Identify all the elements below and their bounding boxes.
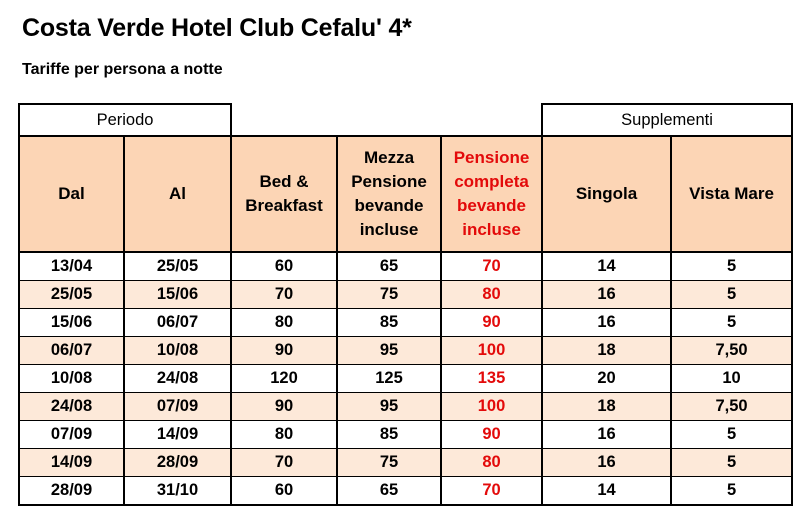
group-header-periodo: Periodo [19, 104, 231, 136]
table-row [19, 252, 792, 281]
table-row [19, 281, 792, 309]
column-header-row [19, 136, 792, 252]
cell-vista-mare: 7,50 [671, 337, 792, 365]
cell-mezza-pensione: 65 [337, 252, 441, 281]
cell-al: 25/05 [124, 252, 231, 281]
table-row [19, 421, 792, 449]
column-header-mp-line3: bevande [354, 196, 424, 215]
cell-al: 10/08 [124, 337, 231, 365]
column-header-bb-line1: Bed & [259, 172, 309, 192]
cell-singola: 16 [542, 281, 671, 309]
page-subtitle: Tariffe per persona a notte [22, 61, 223, 78]
cell-bed-breakfast: 70 [231, 449, 337, 477]
column-header-dal: Dal [19, 136, 124, 252]
cell-pensione-completa: 90 [441, 421, 542, 449]
cell-dal: 25/05 [19, 281, 124, 309]
cell-dal: 15/06 [19, 309, 124, 337]
column-header-pc-line3: bevande [457, 196, 526, 215]
column-header-al: Al [124, 136, 231, 252]
cell-vista-mare: 5 [671, 309, 792, 337]
cell-al: 14/09 [124, 421, 231, 449]
cell-vista-mare: 5 [671, 252, 792, 281]
cell-mezza-pensione: 75 [337, 281, 441, 309]
column-header-pc-line4: incluse [462, 219, 521, 239]
column-header-mp-line1: Mezza [363, 148, 415, 168]
cell-vista-mare: 5 [671, 281, 792, 309]
cell-bed-breakfast: 80 [231, 421, 337, 449]
cell-bed-breakfast: 60 [231, 477, 337, 506]
cell-singola: 20 [542, 365, 671, 393]
cell-bed-breakfast: 120 [231, 365, 337, 393]
cell-dal: 24/08 [19, 393, 124, 421]
column-header-pc-line1: Pensione [453, 148, 530, 168]
cell-al: 24/08 [124, 365, 231, 393]
rates-table-body [19, 252, 792, 505]
cell-dal: 28/09 [19, 477, 124, 506]
cell-mezza-pensione: 125 [337, 365, 441, 393]
cell-mezza-pensione: 75 [337, 449, 441, 477]
cell-vista-mare: 5 [671, 421, 792, 449]
cell-bed-breakfast: 80 [231, 309, 337, 337]
cell-pensione-completa: 100 [441, 337, 542, 365]
cell-bed-breakfast: 70 [231, 281, 337, 309]
cell-dal: 07/09 [19, 421, 124, 449]
cell-al: 31/10 [124, 477, 231, 506]
table-row [19, 393, 792, 421]
group-header-row [19, 104, 792, 136]
group-header-spacer [231, 104, 542, 136]
column-header-vista-mare: Vista Mare [671, 136, 792, 252]
cell-vista-mare: 5 [671, 477, 792, 506]
cell-bed-breakfast: 90 [231, 393, 337, 421]
rates-table [18, 103, 793, 506]
cell-bed-breakfast: 60 [231, 252, 337, 281]
cell-bed-breakfast: 90 [231, 337, 337, 365]
cell-pensione-completa: 135 [441, 365, 542, 393]
cell-mezza-pensione: 95 [337, 393, 441, 421]
cell-dal: 13/04 [19, 252, 124, 281]
column-header-mezza-pensione [337, 136, 441, 252]
table-row [19, 337, 792, 365]
cell-mezza-pensione: 95 [337, 337, 441, 365]
column-header-bed-breakfast [231, 136, 337, 252]
column-header-mp-line2: Pensione [351, 172, 427, 192]
cell-singola: 18 [542, 393, 671, 421]
cell-vista-mare: 10 [671, 365, 792, 393]
column-header-pc-line2: completa [454, 172, 529, 192]
cell-dal: 06/07 [19, 337, 124, 365]
table-row [19, 449, 792, 477]
column-header-pensione-completa [441, 136, 542, 252]
cell-vista-mare: 5 [671, 449, 792, 477]
cell-singola: 14 [542, 252, 671, 281]
cell-mezza-pensione: 85 [337, 309, 441, 337]
cell-singola: 14 [542, 477, 671, 506]
column-header-bb-line2: Breakfast [245, 196, 323, 215]
cell-dal: 10/08 [19, 365, 124, 393]
cell-pensione-completa: 70 [441, 477, 542, 506]
cell-pensione-completa: 100 [441, 393, 542, 421]
cell-pensione-completa: 70 [441, 252, 542, 281]
cell-singola: 18 [542, 337, 671, 365]
cell-mezza-pensione: 65 [337, 477, 441, 506]
cell-mezza-pensione: 85 [337, 421, 441, 449]
cell-pensione-completa: 90 [441, 309, 542, 337]
table-row [19, 477, 792, 506]
cell-al: 07/09 [124, 393, 231, 421]
cell-al: 28/09 [124, 449, 231, 477]
cell-singola: 16 [542, 421, 671, 449]
column-header-singola: Singola [542, 136, 671, 252]
table-row [19, 365, 792, 393]
cell-singola: 16 [542, 449, 671, 477]
page-title: Costa Verde Hotel Club Cefalu' 4* [22, 14, 412, 42]
table-row [19, 309, 792, 337]
group-header-supplementi: Supplementi [542, 104, 792, 136]
cell-singola: 16 [542, 309, 671, 337]
cell-al: 15/06 [124, 281, 231, 309]
cell-pensione-completa: 80 [441, 449, 542, 477]
cell-pensione-completa: 80 [441, 281, 542, 309]
cell-al: 06/07 [124, 309, 231, 337]
cell-dal: 14/09 [19, 449, 124, 477]
column-header-mp-line4: incluse [359, 219, 419, 239]
cell-vista-mare: 7,50 [671, 393, 792, 421]
